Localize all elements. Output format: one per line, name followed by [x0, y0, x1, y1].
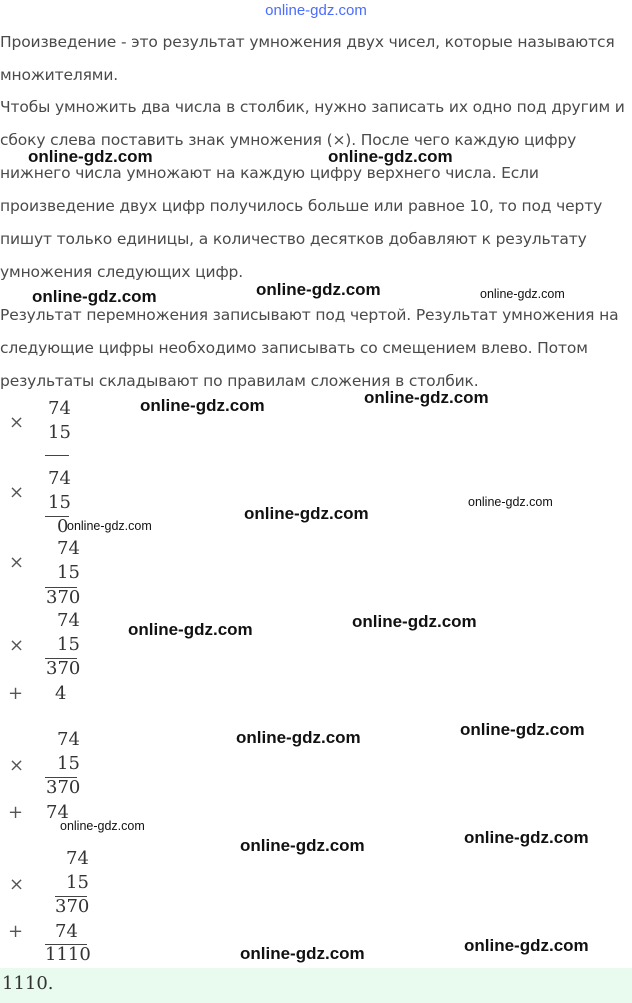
plus-sign: + — [8, 802, 24, 823]
multiplier: 15 — [48, 422, 71, 443]
paragraph-definition: Произведение - это результат умножения двух чисел, которые называются множителями. — [0, 33, 615, 84]
watermark: online-gdz.com — [460, 720, 585, 739]
partial-product-2: 4 — [55, 683, 67, 704]
watermark: online-gdz.com — [480, 287, 565, 301]
paragraph-result: Результат перемножения записывают под чертой. Результат умножения на следующие цифры необходимо записывать со смещением влево. Потом результаты складывают по правилам сложения в столбик. — [0, 306, 619, 390]
multiplicand: 74 — [57, 729, 80, 750]
watermark: online-gdz.com — [67, 519, 152, 533]
watermark: online-gdz.com — [128, 620, 253, 639]
multiply-sign: × — [9, 482, 25, 503]
watermark: online-gdz.com — [468, 495, 553, 509]
multiplicand: 74 — [57, 538, 80, 559]
multiplicand: 74 — [48, 398, 71, 419]
site-header-link[interactable]: online-gdz.com — [265, 2, 367, 19]
watermark: online-gdz.com — [256, 280, 381, 299]
watermark: online-gdz.com — [244, 504, 369, 523]
underline-bar — [45, 455, 69, 456]
watermark: online-gdz.com — [464, 936, 589, 955]
answer-value: 1110. — [2, 973, 54, 994]
partial-product-2: 74 — [46, 802, 69, 823]
multiplicand: 74 — [66, 848, 89, 869]
watermark: online-gdz.com — [352, 612, 477, 631]
watermark: online-gdz.com — [328, 147, 453, 166]
multiplicand: 74 — [48, 468, 71, 489]
partial-product-1: 370 — [55, 896, 90, 917]
partial-product-1: 370 — [46, 658, 81, 679]
multiply-sign: × — [9, 755, 25, 776]
watermark: online-gdz.com — [240, 836, 365, 855]
answer-box — [0, 968, 632, 1003]
watermark: online-gdz.com — [140, 396, 265, 415]
watermark: online-gdz.com — [236, 728, 361, 747]
multiplier: 15 — [57, 753, 80, 774]
multiply-sign: × — [9, 552, 25, 573]
multiplier: 15 — [48, 492, 71, 513]
watermark: online-gdz.com — [60, 819, 145, 833]
watermark: online-gdz.com — [240, 944, 365, 963]
plus-sign: + — [8, 683, 24, 704]
watermark: online-gdz.com — [464, 828, 589, 847]
multiplier: 15 — [66, 872, 89, 893]
multiplicand: 74 — [57, 610, 80, 631]
watermark: online-gdz.com — [28, 147, 153, 166]
partial-product: 370 — [46, 587, 81, 608]
final-product: 1110 — [45, 944, 91, 965]
paragraph-method: Чтобы умножить два числа в столбик, нужно записать их одно под другим и сбоку слева поставить знак умножения (×). После чего каждую цифру нижнего числа умножают на каждую цифру верхнего числа. Если произведение двух цифр получилось больше или равное 10, то под черту пишут только единицы, а количество десятков добавляют к результату умножения следующих цифр. — [0, 98, 625, 281]
partial-product-1: 370 — [46, 777, 81, 798]
plus-sign: + — [8, 921, 24, 942]
multiply-sign: × — [9, 412, 25, 433]
partial-product: 0 — [57, 516, 69, 537]
multiply-sign: × — [9, 635, 25, 656]
watermark: online-gdz.com — [32, 287, 157, 306]
partial-product-2: 74 — [55, 921, 78, 942]
watermark: online-gdz.com — [364, 388, 489, 407]
multiply-sign: × — [9, 874, 25, 895]
multiplier: 15 — [57, 562, 80, 583]
multiplier: 15 — [57, 634, 80, 655]
